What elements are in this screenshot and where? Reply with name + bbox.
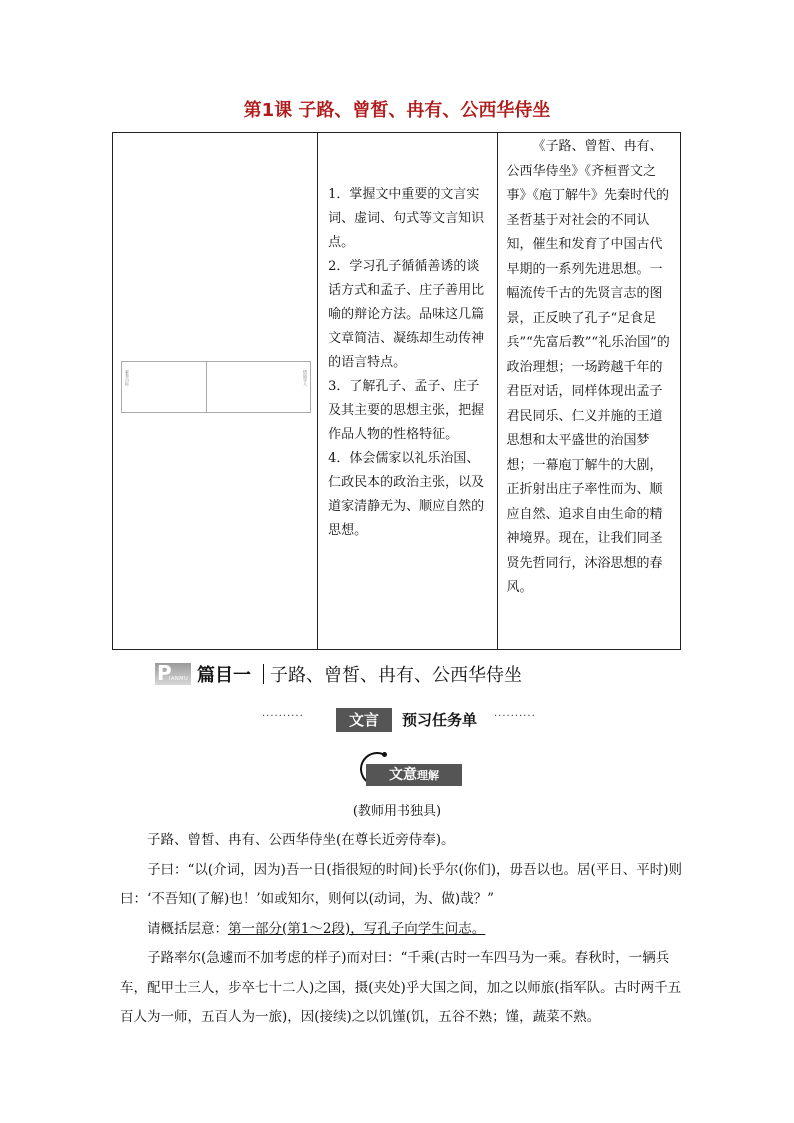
overview-table [112,132,681,650]
section-name: 子路、曾皙、冉有、公西华侍坐 [270,665,522,686]
intro-cell [498,133,681,650]
image-cell [113,133,318,650]
section-heading [155,661,522,687]
goal-item: 1．掌握文中重要的文言实词、虚词、句式等文言知识点。 [328,187,485,250]
mini-left-label: 素养目标 [125,370,130,386]
paragraph: 子路率尔(急遽而不加考虑的样子)而对曰：“千乘(古时一车四马为一乘。春秋时，一辆兵车，配甲士三人，步卒七十二人)之国，摄(夹处)乎大国之间，加之以师旅(指军队。古时两千五百人为一师，五百人为一旅)，因(接续)之以饥馑(饥，五谷不熟；馑，蔬菜不熟。 [120,950,682,1025]
paragraph: 子曰：“以(介词，因为)吾一日(指很短的时间)长乎尔(你们)，毋吾以也。居(平日、平时)则曰：‘不吾知(了解)也！’如或知尔，则何以(动词，为、做)哉？” [120,861,683,907]
paragraph: 子路、曾皙、冉有、公西华侍坐(在尊长近旁侍奉)。 [147,832,455,848]
goal-item: 3．了解孔子、孟子、庄子及其主要的思想主张，把握作品人物的性格特征。 [328,379,485,442]
wenyan-tag: 文言 [336,708,392,732]
teacher-note: (教师用书独具) [352,804,442,819]
summary-answer: 第一部分(第1～2段)，写孔子向学生问志。 [228,920,486,937]
pianmu-badge: P IANMU [155,663,191,685]
mini-table-image [121,361,311,413]
summary-line: 请概括层意：第一部分(第1～2段)，写孔子向学生问志。 [147,920,486,937]
section-label: 篇目一 [197,665,251,686]
task-label: 预习任务单 [402,711,478,729]
goals-cell [318,133,498,650]
mini-right-label: 情境导入 [303,370,308,386]
dots-left: ·········· [262,711,304,722]
text-body [120,826,688,1033]
wenyi-heading: 文意理解 [366,764,462,786]
dot-icon [382,752,387,757]
goal-item: 2．学习孔子循循善诱的谈话方式和孟子、庄子善用比喻的辩论方法。品味这几篇文章简洁、凝练却生动传神的语言特点。 [328,259,485,370]
page-title: 第1课 子路、曾皙、冉有、公西华侍坐 [243,100,551,121]
dots-right: ·········· [494,711,536,722]
intro-text: 《子路、曾皙、冉有、公西华侍坐》《齐桓晋文之事》《庖丁解牛》先秦时代的圣哲基于对社会的不同认知，催生和发育了中国古代早期的一系列先进思想。一幅流传千古的先贤言志的图景，正反映了孔子“足食足兵”“先富后教”“礼乐治国”的政治理想；一场跨越千年的君臣对话，同样体现出孟子君民同乐、仁义并施的王道思想和太平盛世的治国梦想；一幕庖丁解牛的大剧，正折射出庄子率性而为、顺应自然、追求自由生命的精神境界。现在，让我们同圣贤先哲同行，沐浴思想的春风。 [506,139,670,595]
goal-item: 4．体会儒家以礼乐治国、仁政民本的政治主张，以及道家清静无为、顺应自然的思想。 [328,451,485,538]
